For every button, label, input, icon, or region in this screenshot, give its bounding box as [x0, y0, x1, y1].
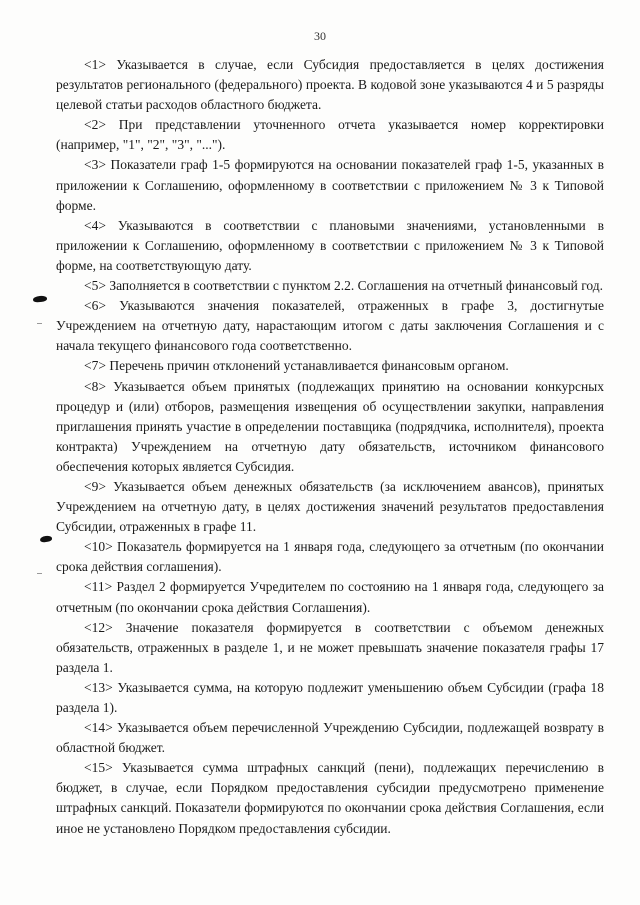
footnote-9: <9> Указывается объем денежных обязательств (за исключением авансов), принятых Учреждением на отчетную дату, в целях достижения значений результатов предоставления Субсидии, отраженных в графе 11.: [56, 478, 604, 535]
footnote-14: <14> Указывается объем перечисленной Учреждению Субсидии, подлежащей возврату в областной бюджет.: [56, 720, 604, 756]
scan-ink-mark: [33, 295, 48, 302]
footnote-8: <8> Указывается объем принятых (подлежащих принятию на основании конкурсных процедур и (или) отборов, размещения извещения об осуществлении закупки, направления приглашения принять участие в определении поставщика (подрядчика, исполнителя), проекта контракта) Учреждением на отчетную дату обязательств, источником финансового обеспечения которых является Субсидия.: [56, 378, 604, 474]
footnote-11: <11> Раздел 2 формируется Учредителем по состоянию на 1 января года, следующего за отчетным (по окончании срока действия Соглашения).: [56, 579, 604, 615]
footnote-6: <6> Указываются значения показателей, отраженных в графе 3, достигнутые Учреждением на отчетную дату, нарастающим итогом с даты заключения Соглашения и с начала текущего финансового года соответственно.: [56, 298, 604, 354]
scan-ink-mark: [40, 535, 53, 543]
footnote-5: <5> Заполняется в соответствии с пунктом 2.2. Соглашения на отчетный финансовый год.: [84, 278, 604, 294]
scan-speck: [37, 323, 42, 324]
scan-speck: [37, 573, 42, 574]
footnote-7: <7> Перечень причин отклонений устанавливается финансовым органом.: [84, 358, 509, 374]
footnote-1: <1> Указывается в случае, если Субсидия предоставляется в целях достижения результатов регионального (федерального) проекта. В кодовой зоне указываются 4 и 5 разряды целевой статьи расходов областного бюджета.: [56, 57, 604, 113]
footnote-13: <13> Указывается сумма, на которую подлежит уменьшению объем Субсидии (графа 18 раздела 1).: [56, 679, 604, 715]
footnote-12: <12> Значение показателя формируется в соответствии с объемом денежных обязательств, отраженных в разделе 1, и не может превышать значение показателя графы 17 раздела 1.: [56, 619, 604, 675]
footnote-2: <2> При представлении уточненного отчета указывается номер корректировки (например, "1", "2", "3", "...").: [56, 117, 604, 153]
footnote-3: <3> Показатели граф 1-5 формируются на основании показателей граф 1-5, указанных в приложении к Соглашению, оформленному в соответствии с приложением № 3 к Типовой форме.: [56, 157, 604, 213]
page-number: 30: [314, 29, 326, 43]
footnote-4: <4> Указываются в соответствии с плановыми значениями, установленными в приложении к Соглашению, оформленному в соответствии с приложением № 3 к Типовой форме, на соответствующую дату.: [56, 217, 604, 273]
footnote-10: <10> Показатель формируется на 1 января года, следующего за отчетным (по окончании срока действия соглашения).: [56, 539, 604, 575]
footnotes-body: [56, 55, 604, 839]
footnote-15: <15> Указывается сумма штрафных санкций (пени), подлежащих перечислению в бюджет, в случае, если Порядком предоставления субсидии предусмотрено применение штрафных санкций. Показатели формируются по окончании срока действия Соглашения, если иное не установлено Порядком предоставления субсидии.: [56, 760, 604, 836]
